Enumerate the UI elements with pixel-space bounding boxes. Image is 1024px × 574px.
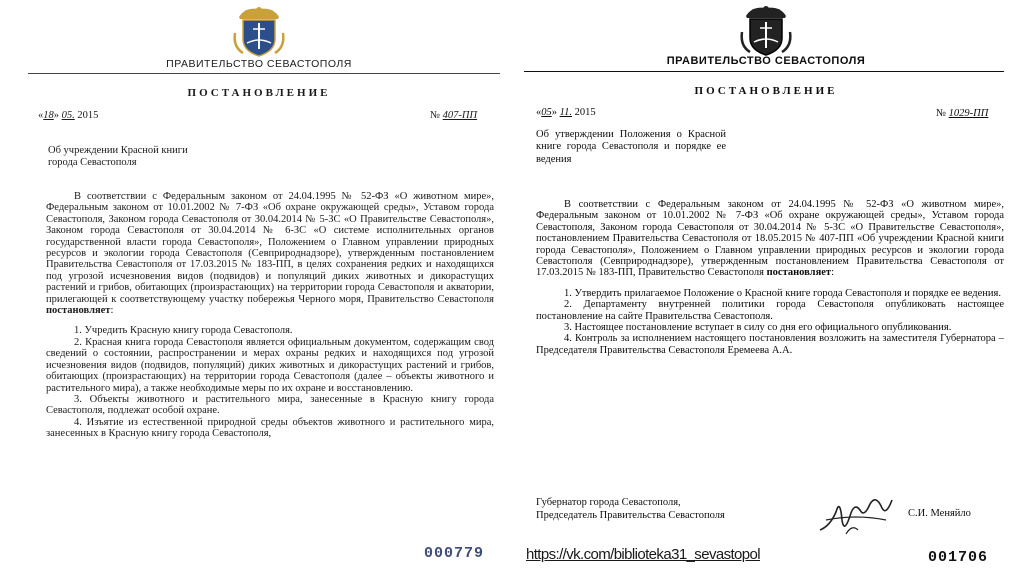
form-serial-number: 000779: [424, 545, 485, 562]
government-name: ПРАВИТЕЛЬСТВО СЕВАСТОПОЛЯ: [666, 55, 866, 67]
signatory-name: С.И. Меняйло: [908, 508, 971, 519]
date-month: 11.: [559, 107, 572, 118]
decree-subject: Об утверждении Положения о Красной книге города Севастополя и порядке ее ведения: [536, 129, 726, 165]
decree-item: 3. Настоящее постановление вступает в силу со дня его официального опубликования.: [564, 322, 952, 334]
signatory-line-1: Губернатор города Севастополя,: [536, 497, 681, 508]
date-day: 18: [43, 110, 54, 121]
document-type-heading: ПОСТАНОВЛЕНИЕ: [187, 87, 331, 99]
document-type-heading: ПОСТАНОВЛЕНИЕ: [694, 85, 838, 97]
number-value: 407-ПП: [442, 110, 478, 121]
header-rule: [524, 71, 1004, 72]
decree-item: 1. Учредить Красную книгу города Севастополя.: [74, 325, 293, 337]
sevastopol-coat-of-arms-icon: [738, 2, 794, 58]
decree-item: 3. Объекты животного и растительного мира, занесенные в Красную книгу города Севастополя, подлежат особой охране.: [46, 393, 494, 417]
date-close-quote: »: [551, 107, 557, 118]
preamble-text: В соответствии с Федеральным законом от 24.04.1995 № 52-ФЗ «О животном мире», Федеральным законом от 10.01.2002 № 7-ФЗ «Об охране окружающей среды», Уставом города Севастополя, Законом города Севастополя от 30.04.2014 № 5-ЗС «О Правительстве Севастополя», постановлением Правительства Севастополя от 18.05.2015 № 407-ПП «Об учреждении Красной книги города Севастополя», Положением о Главном управлении природных ресурсов и экологии города Севастополя (Севприроднадзоре), утвержденным постановлением Правительства Севастополя от 17.03.2015 № 183-ПП, Правительство Севастополя: [536, 199, 1004, 279]
decree-item: 1. Утвердить прилагаемое Положение о Красной книге города Севастополя и порядке ее ведения.: [564, 287, 1001, 299]
date-year: 2015: [77, 110, 99, 121]
decree-number: [936, 108, 988, 119]
decree-item: 2. Департаменту внутренней политики города Севастополя опубликовать настоящее постановление на сайте Правительства Севастополя.: [536, 299, 1004, 322]
date-open-quote: «: [38, 110, 44, 121]
handwritten-signature-icon: [816, 490, 896, 538]
decree-body: [536, 199, 1004, 356]
signatory-title: [536, 497, 796, 522]
form-serial-number: 001706: [928, 549, 989, 566]
decree-punct: :: [831, 267, 834, 279]
number-prefix: №: [936, 108, 947, 119]
date-close-quote: »: [53, 110, 59, 121]
decree-punct: :: [110, 305, 114, 317]
date-year: 2015: [574, 107, 596, 118]
decree-item: 2. Красная книга города Севастополя является официальным документом, содержащим свод сведений о состоянии, распространении и мерах охраны редких и находящихся под угрозой исчезновения видов (подвидов, популяций) диких животных и дикорастущих растений и грибов, обитающих (произрастающих) на территории города Севастополя (далее – объекты животного и растительного мира), а также необходимые меры по их охране и восстановлению.: [46, 336, 494, 394]
decree-407-page: [18, 0, 500, 574]
decree-word: постановляет: [766, 267, 832, 279]
sevastopol-coat-of-arms-icon: [231, 3, 287, 59]
date-month: 05.: [61, 110, 75, 121]
date-open-quote: «: [536, 107, 542, 118]
government-name: ПРАВИТЕЛЬСТВО СЕВАСТОПОЛЯ: [166, 58, 352, 70]
decree-subject: Об учреждении Красной книги города Севастополя: [48, 145, 188, 169]
preamble-text: В соответствии с Федеральным законом от 24.04.1995 № 52-ФЗ «О животном мире», Федеральным законом от 10.01.2002 № 7-ФЗ «Об охране окружающей среды», Уставом города Севастополя, Законом города Севастополя от 30.04.2014 № 5-ЗС «О Правительстве Севастополя», Законом города Севастополя от 30.04.2014 № 6-ЗС «О системе исполнительных органов государственной власти города Севастополя», Положением о Главном управлении природных ресурсов и экологии города Севастополя (Севприроднадзоре), утвержденным постановлением Правительства Севастополя от 17.03.2015 № 183-ПП, в целях сохранения редких и находящихся под угрозой исчезновения видов (подвидов) и популяций диких животных и дикорастущих растений и грибов, обитающих (произрастающих) на территории города Севастополя и акватории, прилегающей к соответствующему участку побережья Черного моря, Правительство Севастополя: [46, 191, 494, 305]
header-rule: [28, 73, 500, 74]
source-link[interactable]: https://vk.com/biblioteka31_sevastopol: [526, 546, 761, 563]
decree-word: постановляет: [46, 305, 111, 317]
decree-number: [430, 110, 477, 121]
decree-body: [46, 191, 494, 440]
preamble-paragraph: [536, 199, 1004, 279]
preamble-paragraph: [46, 191, 494, 316]
signatory-line-2: Председатель Правительства Севастополя: [536, 509, 725, 521]
number-value: 1029-ПП: [948, 108, 989, 119]
decree-item: 4. Контроль за исполнением настоящего постановления возложить на заместителя Губернатора – Председателя Правительства Севастополя Еремеева А.А.: [536, 333, 1004, 356]
decree-date: [536, 107, 596, 118]
decree-date: [38, 110, 98, 121]
number-prefix: №: [430, 110, 441, 121]
decree-1029-page: [524, 0, 1008, 574]
decree-item: 4. Изъятие из естественной природной среды объектов животного и растительного мира, занесенных в Красную книгу города Севастополя,: [46, 416, 494, 440]
date-day: 05: [541, 107, 552, 118]
